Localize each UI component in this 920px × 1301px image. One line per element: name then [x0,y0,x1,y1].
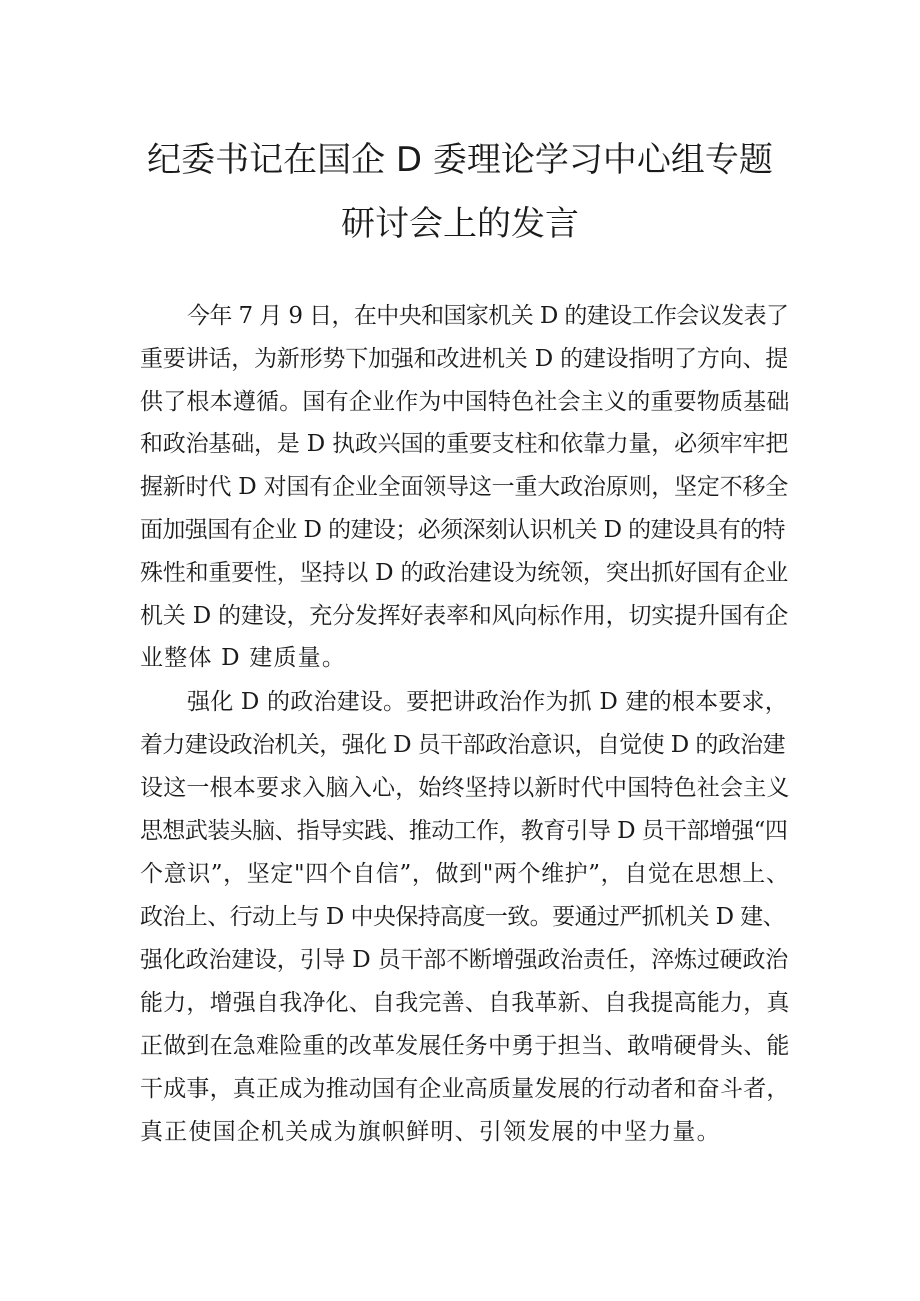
paragraph-2-line-1: 强化 D 的政治建设。要把讲政治作为抓 D 建的根本要求， [187,689,788,715]
paragraph-2-line-4: 思想武装头脑、指导实践、推动工作，教育引导 D 员干部增强“四 [140,818,788,844]
paragraph-1-line-4: 和政治基础，是 D 执政兴国的重要支柱和依靠力量，必须牢牢把 [140,431,789,457]
paragraph-2-line-11: 真正使国企机关成为旗帜鲜明、引领发展的中坚力量。 [140,1119,721,1145]
paragraph-1-line-7: 殊性和重要性，坚持以 D 的政治建设为统领，突出抓好国有企业 [140,560,789,586]
paragraph-2-line-10: 干成事，真正成为推动国有企业高质量发展的行动者和奋斗者， [140,1076,790,1102]
paragraph-2-line-7: 强化政治建设，引导 D 员干部不断增强政治责任，淬炼过硬政治 [140,947,789,973]
paragraph-1-line-3: 供了根本遵循。国有企业作为中国特色社会主义的重要物质基础 [140,389,790,415]
paragraph-1-line-5: 握新时代 D 对国有企业全面领导这一重大政治原则，坚定不移全 [140,474,789,500]
document-title-line-2: 研讨会上的发言 [341,204,579,244]
document-title-line-1: 纪委书记在国企 D 委理论学习中心组专题 [147,140,773,180]
paragraph-2-line-2: 着力建设政治机关，强化 D 员干部政治意识，自觉使 D 的政治建 [140,732,785,758]
paragraph-1-line-8: 机关 D 的建设，充分发挥好表率和风向标作用，切实提升国有企 [140,603,789,629]
paragraph-1-line-9: 业整体 D 建质量。 [140,645,347,671]
paragraph-1-line-6: 面加强国有企业 D 的建设；必须深刻认识机关 D 的建设具有的特 [140,517,785,543]
paragraph-2-line-3: 设这一根本要求入脑入心，始终坚持以新时代中国特色社会主义 [140,775,790,801]
paragraph-2-line-8: 能力，增强自我净化、自我完善、自我革新、自我提高能力，真 [140,990,790,1016]
paragraph-2-line-9: 正做到在急难险重的改革发展任务中勇于担当、敢啃硬骨头、能 [140,1033,790,1059]
paragraph-1-line-1: 今年 7 月 9 日，在中央和国家机关 D 的建设工作会议发表了 [187,303,789,329]
paragraph-2-line-6: 政治上、行动上与 D 中央保持高度一致。要通过严抓机关 D 建、 [140,904,785,930]
paragraph-1-line-2: 重要讲话，为新形势下加强和改进机关 D 的建设指明了方向、提 [140,346,789,372]
paragraph-2-line-5: 个意识”，坚定"四个自信”，做到"两个维护”，自觉在思想上、 [140,861,790,887]
